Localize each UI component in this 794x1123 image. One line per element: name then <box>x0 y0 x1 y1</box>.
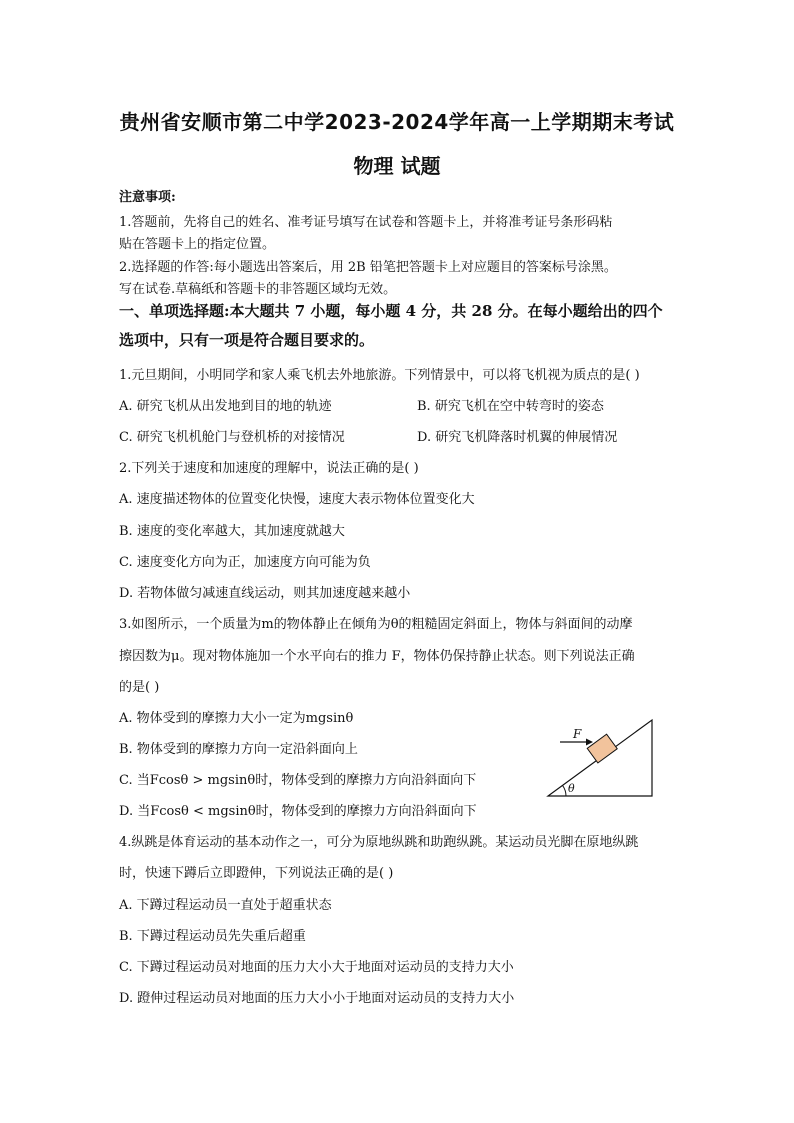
q2-option-c: C. 速度变化方向为正，加速度方向可能为负 <box>119 555 371 570</box>
section1-heading-line-1: 一、单项选择题:本大题共 7 小题，每小题 4 分，共 28 分。在每小题给出的四个 <box>119 302 663 320</box>
q4-option-b: B. 下蹲过程运动员先失重后超重 <box>119 929 306 944</box>
q4-stem-line-2: 时，快速下蹲后立即蹬伸，下列说法正确的是( ) <box>119 866 394 881</box>
notes-line-4: 写在试卷.草稿纸和答题卡的非答题区域均无效。 <box>119 282 397 297</box>
block-on-incline <box>587 734 617 763</box>
q2-option-b: B. 速度的变化率越大，其加速度就越大 <box>119 524 345 539</box>
q1-option-d: D. 研究飞机降落时机翼的伸展情况 <box>417 430 618 445</box>
q2-stem: 2.下列关于速度和加速度的理解中，说法正确的是( ) <box>119 461 419 476</box>
q1-option-a: A. 研究飞机从出发地到目的地的轨迹 <box>119 399 332 414</box>
incline-figure <box>544 716 656 800</box>
q4-option-c: C. 下蹲过程运动员对地面的压力大小大于地面对运动员的支持力大小 <box>119 960 514 975</box>
q4-stem-line-1: 4.纵跳是体育运动的基本动作之一，可分为原地纵跳和助跑纵跳。某运动员光脚在原地纵跳 <box>119 835 639 850</box>
q3-stem-line-1: 3.如图所示，一个质量为m的物体静止在倾角为θ的粗糙固定斜面上，物体与斜面间的动摩 <box>119 617 633 632</box>
notes-title: 注意事项: <box>119 190 176 205</box>
angle-label: θ <box>568 782 575 795</box>
q1-stem: 1.元旦期间，小明同学和家人乘飞机去外地旅游。下列情景中，可以将飞机视为质点的是( ) <box>119 368 640 383</box>
q2-option-a: A. 速度描述物体的位置变化快慢，速度大表示物体位置变化大 <box>119 492 475 507</box>
q3-option-b: B. 物体受到的摩擦力方向一定沿斜面向上 <box>119 742 358 757</box>
angle-arc <box>563 786 566 797</box>
q3-option-d: D. 当Fcosθ < mgsinθ时，物体受到的摩擦力方向沿斜面向下 <box>119 804 477 819</box>
q1-option-c: C. 研究飞机机舱门与登机桥的对接情况 <box>119 430 345 445</box>
notes-line-3: 2.选择题的作答:每小题选出答案后，用 2B 铅笔把答题卡上对应题目的答案标号涂黑。 <box>119 260 617 275</box>
q3-stem-line-2: 擦因数为μ。现对物体施加一个水平向右的推力 F，物体仍保持静止状态。则下列说法正确 <box>119 649 635 664</box>
notes-line-1: 1.答题前，先将自己的姓名、准考证号填写在试卷和答题卡上，并将准考证号条形码粘 <box>119 215 613 230</box>
force-label: F <box>573 727 582 741</box>
q3-option-a: A. 物体受到的摩擦力大小一定为mgsinθ <box>119 711 354 726</box>
q4-option-a: A. 下蹲过程运动员一直处于超重状态 <box>119 898 332 913</box>
q4-option-d: D. 蹬伸过程运动员对地面的压力大小小于地面对运动员的支持力大小 <box>119 991 515 1006</box>
q3-option-c: C. 当Fcosθ > mgsinθ时，物体受到的摩擦力方向沿斜面向下 <box>119 773 477 788</box>
q3-stem-line-3: 的是( ) <box>119 680 160 695</box>
exam-subtitle: 物理 试题 <box>353 154 441 178</box>
q1-option-b: B. 研究飞机在空中转弯时的姿态 <box>417 399 604 414</box>
q2-option-d: D. 若物体做匀减速直线运动，则其加速度越来越小 <box>119 586 411 601</box>
notes-line-2: 贴在答题卡上的指定位置。 <box>119 237 276 252</box>
section1-heading-line-2: 选项中，只有一项是符合题目要求的。 <box>119 331 375 349</box>
exam-title: 贵州省安顺市第二中学2023-2024学年高一上学期期末考试 <box>119 110 675 134</box>
